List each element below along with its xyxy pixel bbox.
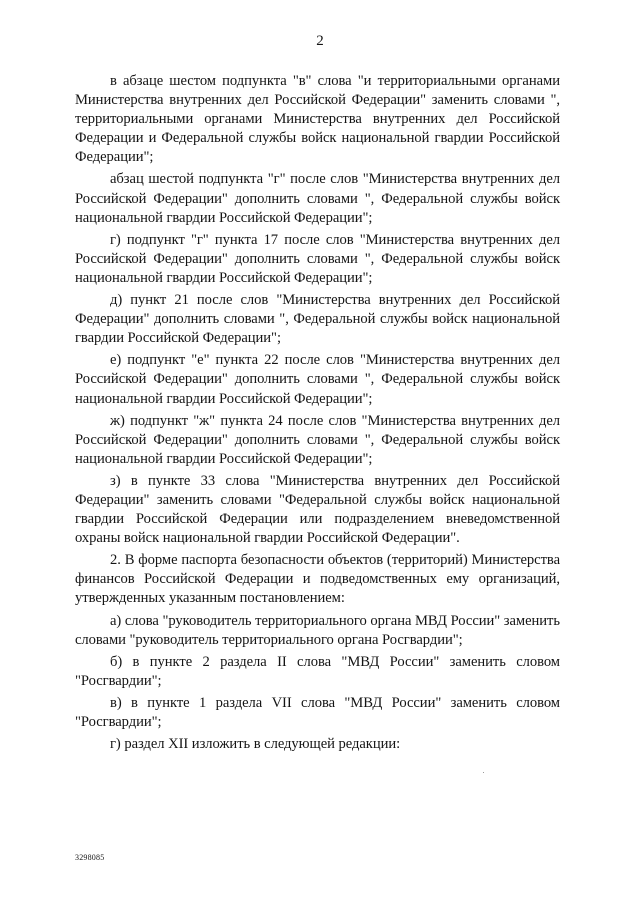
paragraph: в) в пункте 1 раздела VII слова "МВД России" заменить словом "Росгвардии";	[75, 694, 560, 730]
paragraph: 2. В форме паспорта безопасности объектов (территорий) Министерства финансов Российской Федерации и подведомственных ему организаций, утвержденных указанным постановлением:	[75, 552, 560, 607]
paragraph: ж) подпункт "ж" пункта 24 после слов "Министерства внутренних дел Российской Федерации" дополнить словами ", Федеральной службы войск национальной гвардии Российской Федерации";	[75, 412, 560, 467]
paragraph: д) пункт 21 после слов "Министерства внутренних дел Российской Федерации" дополнить словами ", Федеральной службы войск национальной гвардии Российской Федерации";	[75, 292, 560, 347]
paragraph: з) в пункте 33 слова "Министерства внутренних дел Российской Федерации" заменить словами "Федеральной службы войск национальной гвардии Российской Федерации или подразделением вневедомственной охраны войск национальной гвардии Российской Федерации".	[75, 472, 560, 547]
paragraph: б) в пункте 2 раздела II слова "МВД России" заменить словом "Росгвардии";	[75, 653, 560, 689]
paragraph: абзац шестой подпункта "г" после слов "Министерства внутренних дел Российской Федерации" дополнить словами ", Федеральной службы войск национальной гвардии Российской Федерации";	[75, 171, 560, 226]
paragraph: г) подпункт "г" пункта 17 после слов "Министерства внутренних дел Российской Федерации" дополнить словами ", Федеральной службы войск национальной гвардии Российской Федерации";	[75, 231, 560, 286]
scan-speck	[483, 772, 484, 773]
page-number: 2	[316, 33, 324, 49]
paragraph: а) слова "руководитель территориального органа МВД России" заменить словами "руководитель территориального органа Росгвардии";	[75, 612, 560, 648]
paragraph: г) раздел XII изложить в следующей редакции:	[110, 736, 401, 753]
document-code: 3298085	[75, 853, 105, 862]
paragraph: е) подпункт "е" пункта 22 после слов "Министерства внутренних дел Российской Федерации" дополнить словами ", Федеральной службы войск национальной гвардии Российской Федерации";	[75, 352, 560, 407]
document-body	[75, 72, 560, 757]
paragraph: в абзаце шестом подпункта "в" слова "и территориальными органами Министерства внутренних дел Российской Федерации" заменить словами ", территориальными органами Министерства внутренних дел Российской Федерации и Федеральной службы войск национальной гвардии Российской Федерации";	[75, 73, 560, 166]
